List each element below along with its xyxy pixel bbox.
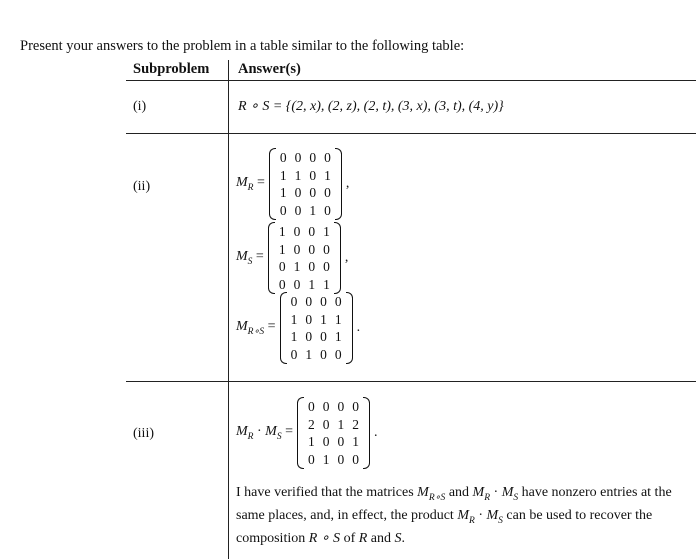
row-label-ii: (ii) bbox=[133, 179, 151, 194]
matrix-MRoS-cell: 0 bbox=[290, 294, 298, 309]
header-subproblem: Subproblem bbox=[133, 61, 210, 77]
matrix-MS bbox=[268, 222, 341, 294]
matrix-product-row bbox=[304, 433, 363, 451]
product-equation bbox=[236, 397, 377, 469]
matrix-product-cell: 2 bbox=[352, 416, 359, 432]
matrix-MS-cell: 1 bbox=[323, 276, 330, 292]
matrix-product-cell: 0 bbox=[307, 451, 315, 467]
matrix-MS-cell: 0 bbox=[278, 259, 286, 274]
matrix-MR-row bbox=[276, 167, 335, 185]
matrix-product-cell: 0 bbox=[307, 399, 315, 414]
matrix-MS-row bbox=[275, 276, 334, 294]
matrix-MS-cell: 0 bbox=[323, 259, 330, 274]
matrix-MR-cell: 0 bbox=[294, 150, 302, 165]
row-label-iii: (iii) bbox=[133, 426, 154, 441]
matrix-MRoS-cell: 0 bbox=[305, 294, 313, 309]
matrix-MRoS-row bbox=[287, 346, 346, 364]
row-rule-1 bbox=[126, 133, 696, 134]
matrix-MS-cell: 0 bbox=[293, 276, 301, 292]
matrix-MS-punct: , bbox=[344, 250, 349, 265]
matrix-MRoS-cell: 0 bbox=[305, 311, 313, 327]
matrix-MR-cell: 1 bbox=[279, 167, 287, 183]
matrix-product-cell: 0 bbox=[337, 434, 345, 449]
matrix-product-cell: 0 bbox=[322, 399, 330, 414]
header-rule bbox=[126, 80, 696, 81]
matrix-MS-cell: 1 bbox=[323, 224, 330, 239]
matrix-MR-cell: 0 bbox=[309, 185, 317, 200]
row-label-i: (i) bbox=[133, 99, 147, 114]
verification-note: I have verified that the matrices $M_{R\circ S}$ and $M_R \cdot M_S$ have nonzero entries at the same places, and, in effect, the product $M_R \cdot M_S$ can be used to recover the composition R ∘ S of R and S. bbox=[236, 485, 672, 546]
matrix-MS-cell: 1 bbox=[308, 276, 316, 292]
matrix-MRoS-cell: 1 bbox=[334, 329, 342, 344]
matrix-MR-punct: , bbox=[345, 176, 350, 191]
matrix-MR-cell: 1 bbox=[309, 202, 317, 218]
matrix-product-cell: 0 bbox=[352, 451, 359, 467]
matrix-product-cell: 1 bbox=[352, 434, 359, 449]
matrix-MR-cell: 0 bbox=[294, 185, 302, 200]
matrix-MR-cell: 0 bbox=[294, 202, 302, 218]
matrix-MRoS-cell: 0 bbox=[305, 329, 313, 344]
matrix-MS-cell: 0 bbox=[308, 259, 316, 274]
matrix-MS-cell: 0 bbox=[323, 241, 330, 257]
matrix-MRoS-lhs: $M_{R\circ S}$ = bbox=[236, 319, 276, 337]
column-divider bbox=[228, 60, 229, 559]
matrix-MRoS-equation bbox=[236, 292, 360, 364]
matrix-MR-cell: 0 bbox=[324, 202, 331, 218]
matrix-product bbox=[297, 397, 370, 469]
matrix-MRoS-punct: . bbox=[356, 320, 361, 335]
matrix-MS-row bbox=[275, 223, 334, 241]
matrix-product-cell: 2 bbox=[307, 416, 315, 432]
matrix-MS-cell: 1 bbox=[278, 241, 286, 257]
matrix-MRoS-cell: 0 bbox=[320, 294, 327, 309]
header-answers: Answer(s) bbox=[238, 61, 301, 77]
matrix-product-cell: 0 bbox=[322, 434, 330, 449]
matrix-product-row bbox=[304, 451, 363, 469]
matrix-product-cell: 0 bbox=[337, 399, 345, 414]
matrix-MS-cell: 0 bbox=[293, 224, 301, 239]
row-rule-2 bbox=[126, 381, 696, 382]
matrix-MR-cell: 0 bbox=[309, 150, 317, 165]
matrix-MR-row bbox=[276, 149, 335, 167]
matrix-MR-row bbox=[276, 184, 335, 202]
composition-answer bbox=[238, 98, 504, 115]
matrix-product-row bbox=[304, 416, 363, 434]
matrix-product-cell: 1 bbox=[307, 434, 315, 449]
matrix-MR bbox=[269, 148, 342, 220]
matrix-MRoS-cell: 0 bbox=[320, 329, 327, 344]
matrix-product-cell: 0 bbox=[322, 416, 330, 432]
composition-set: R ∘ S = {(2, x), (2, z), (2, t), (3, x), (3, t), (4, y)} bbox=[238, 99, 504, 114]
matrix-MRoS-cell: 0 bbox=[320, 346, 327, 362]
matrix-MRoS-cell: 1 bbox=[290, 311, 298, 327]
matrix-MRoS-cell: 0 bbox=[334, 346, 342, 362]
matrix-MRoS-row bbox=[287, 311, 346, 329]
product-punct: . bbox=[373, 425, 378, 440]
matrix-MS-row bbox=[275, 258, 334, 276]
matrix-MS-row bbox=[275, 241, 334, 259]
matrix-MRoS-cell: 1 bbox=[320, 311, 327, 327]
matrix-MRoS-cell: 1 bbox=[305, 346, 313, 362]
matrix-MS-equation bbox=[236, 222, 348, 294]
matrix-MS-lhs: $M_S$ = bbox=[236, 249, 264, 267]
matrix-MRoS-cell: 1 bbox=[334, 311, 342, 327]
matrix-MR-cell: 0 bbox=[309, 167, 317, 183]
matrix-MRoS-cell: 0 bbox=[290, 346, 298, 362]
matrix-MRoS bbox=[280, 292, 353, 364]
matrix-MR-row bbox=[276, 202, 335, 220]
matrix-MRoS-row bbox=[287, 328, 346, 346]
matrix-MR-cell: 1 bbox=[324, 167, 331, 183]
matrix-MS-cell: 1 bbox=[293, 259, 301, 274]
matrix-MS-cell: 1 bbox=[278, 224, 286, 239]
matrix-MR-cell: 0 bbox=[279, 150, 287, 165]
matrix-MR-equation bbox=[236, 148, 349, 220]
matrix-product-cell: 0 bbox=[352, 399, 359, 414]
matrix-MS-cell: 0 bbox=[308, 241, 316, 257]
matrix-MRoS-cell: 0 bbox=[334, 294, 342, 309]
matrix-MS-cell: 0 bbox=[308, 224, 316, 239]
matrix-MRoS-cell: 1 bbox=[290, 329, 298, 344]
matrix-product-cell: 0 bbox=[337, 451, 345, 467]
matrix-product-cell: 1 bbox=[337, 416, 345, 432]
matrix-product-row bbox=[304, 398, 363, 416]
matrix-MR-cell: 0 bbox=[279, 202, 287, 218]
matrix-MR-cell: 1 bbox=[279, 185, 287, 200]
matrix-MR-cell: 0 bbox=[324, 185, 331, 200]
matrix-MS-cell: 0 bbox=[293, 241, 301, 257]
matrix-MR-cell: 1 bbox=[294, 167, 302, 183]
product-lhs: $M_R \cdot M_S$ = bbox=[236, 424, 293, 442]
matrix-MR-lhs: $M_R$ = bbox=[236, 175, 265, 193]
intro-text: Present your answers to the problem in a table similar to the following table: bbox=[20, 38, 465, 54]
matrix-MR-cell: 0 bbox=[324, 150, 331, 165]
matrix-product-cell: 1 bbox=[322, 451, 330, 467]
matrix-MS-cell: 0 bbox=[278, 276, 286, 292]
matrix-MRoS-row bbox=[287, 293, 346, 311]
